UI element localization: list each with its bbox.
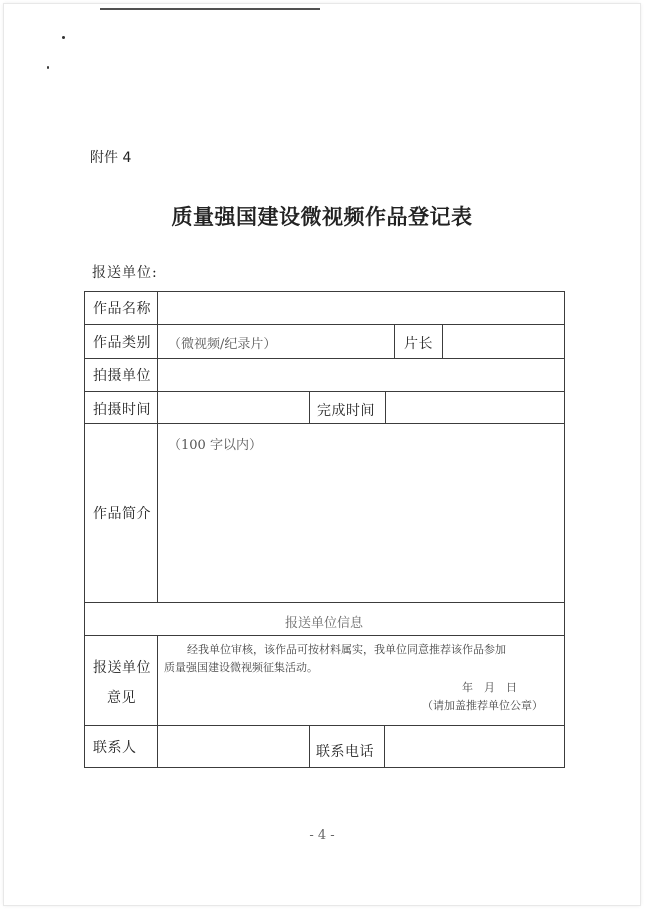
row-divider xyxy=(84,602,564,603)
contact-person-field[interactable] xyxy=(158,726,309,767)
page-number: - 4 - xyxy=(309,828,335,843)
attachment-label: 附件 4 xyxy=(90,150,132,166)
cell-divider xyxy=(309,725,310,767)
scan-artifact-line xyxy=(100,8,320,10)
opinion-text-line2: 质量强国建设微视频征集活动。 xyxy=(164,661,318,674)
work-name-label: 作品名称 xyxy=(93,301,151,317)
registration-form xyxy=(84,291,564,768)
opinion-text-line1: 经我单位审核，该作品可按材料属实，我单位同意推荐该作品参加 xyxy=(187,643,506,656)
form-border-bottom xyxy=(84,767,564,768)
shooting-time-field[interactable] xyxy=(158,392,309,423)
row-divider xyxy=(84,635,564,636)
form-border-left xyxy=(84,291,85,768)
opinion-label-line1: 报送单位 xyxy=(93,660,151,676)
opinion-label-line2: 意见 xyxy=(107,690,136,706)
intro-field[interactable] xyxy=(158,424,563,602)
document-page xyxy=(4,4,640,905)
opinion-date: 年 月 日 xyxy=(462,681,517,694)
opinion-stamp-note: （请加盖推荐单位公章） xyxy=(422,699,543,712)
intro-hint: （100 字以内） xyxy=(168,438,262,453)
completion-time-label: 完成时间 xyxy=(317,403,375,419)
duration-field[interactable] xyxy=(443,325,563,358)
cell-divider xyxy=(309,391,310,423)
intro-label: 作品简介 xyxy=(93,506,151,522)
shooting-unit-label: 拍摄单位 xyxy=(93,368,151,384)
scan-speck xyxy=(62,36,65,39)
cell-divider xyxy=(394,324,395,358)
contact-phone-field[interactable] xyxy=(385,726,563,767)
work-type-field[interactable] xyxy=(158,325,394,358)
contact-phone-label: 联系电话 xyxy=(316,744,374,760)
form-border-right xyxy=(564,291,565,768)
work-name-field[interactable] xyxy=(158,292,563,324)
work-type-hint: （微视频/纪录片） xyxy=(168,337,277,352)
contact-person-label: 联系人 xyxy=(93,740,137,756)
duration-label: 片长 xyxy=(404,336,433,352)
work-type-label: 作品类别 xyxy=(93,335,151,351)
sender-info-header: 报送单位信息 xyxy=(284,616,363,631)
sender-unit-label: 报送单位: xyxy=(92,265,158,281)
completion-time-field[interactable] xyxy=(386,392,563,423)
shooting-unit-field[interactable] xyxy=(158,359,563,391)
shooting-time-label: 拍摄时间 xyxy=(93,402,151,418)
page-title: 质量强国建设微视频作品登记表 xyxy=(171,204,473,229)
scan-speck xyxy=(47,66,49,69)
